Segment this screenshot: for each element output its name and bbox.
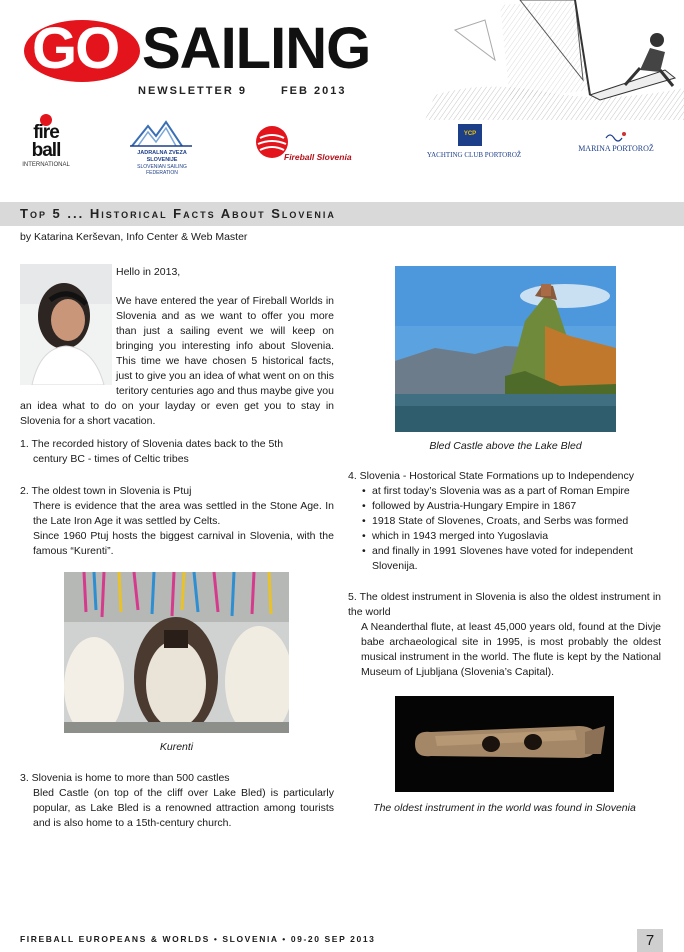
page-number: 7: [637, 929, 663, 952]
sailing-sketch-illustration: [425, 0, 684, 120]
fact-1-continuation: century BC - times of Celtic tribes: [33, 453, 189, 465]
ycp-flag-icon: [458, 124, 482, 146]
ycp-logo: [422, 124, 526, 164]
flute-caption: The oldest instrument in the world was found in Slovenia: [373, 802, 636, 814]
intro-text: We have entered the year of Fireball Worlds in Slovenia and as we want to offer you more than just a sailing event we will keep on bringing you interesting info about Slovenia. This time we have chosen 5 historical facts, just to give you an idea of what went on on this teritory centuries ago and thus maybe give you an idea what to do on your layday or even get you to stay in Slovenia for a short vacation.: [20, 295, 334, 427]
gosailing-logo: [24, 18, 384, 84]
fireball-slovenia-logo: [254, 124, 372, 164]
bled-caption: Bled Castle above the Lake Bled: [429, 440, 582, 452]
logo-go-text: GO: [32, 16, 119, 81]
kurenti-caption: Kurenti: [159, 741, 194, 753]
fireball-word: fire ball: [31, 122, 61, 161]
jzs-logo: [126, 120, 198, 176]
fact-4-bullet: • followed by Austria-Hungary Empire in 1867: [362, 499, 664, 514]
neanderthal-flute-photo: [395, 696, 614, 792]
fact-3: [20, 771, 334, 831]
jzs-sub: SLOVENIAN SAILING FEDERATION: [137, 164, 187, 176]
greeting: Hello in 2013,: [116, 266, 181, 278]
article-title: Top 5 ... Historical Facts About Slovenia: [20, 206, 336, 221]
fact-1: [20, 437, 334, 467]
fact-5-heading: 5. The oldest instrument in Slovenia is also the oldest instrument in the world: [348, 591, 661, 618]
fact-5: [348, 590, 661, 680]
marina-portoroz-logo: [566, 130, 666, 164]
ycp-name: YACHTING CLUB PORTOROŽ: [426, 151, 522, 159]
article-title-bar: [0, 202, 684, 226]
kurenti-photo: [64, 572, 289, 733]
article-byline: by Katarina Kerševan, Info Center & Web Master: [20, 231, 248, 243]
fact-2: [20, 484, 334, 559]
logo-sailing-text: SAILING: [142, 16, 371, 81]
marina-name: MARINA PORTOROŽ: [578, 144, 654, 153]
fact-4-bullet: • which in 1943 merged into Yugoslavia: [362, 529, 664, 544]
fact-4: [348, 469, 664, 574]
fact-4-bullet: • 1918 State of Slovenes, Croats, and Serbs was formed: [362, 514, 664, 529]
marina-wave-icon: [604, 130, 628, 142]
fact-2-paragraph-2: Since 1960 Ptuj hosts the biggest carnival in Slovenia, with the famous “Kurenti”.: [33, 530, 334, 557]
fact-3-heading: 3. Slovenia is home to more than 500 castles: [20, 772, 230, 784]
intro-photo-spacer: [20, 294, 116, 386]
jzs-name: JADRALNA ZVEZA SLOVENIJE: [137, 150, 187, 163]
fireball-international-logo: [18, 114, 74, 172]
fact-4-bullet-list: [348, 484, 664, 574]
fact-1-heading: 1. The recorded history of Slovenia dates back to the 5th: [20, 438, 284, 450]
bled-castle-photo: [395, 266, 616, 432]
ycp-badge-text: YCP: [463, 131, 477, 137]
fact-4-bullet: • at first today’s Slovenia was as a part of Roman Empire: [362, 484, 664, 499]
fireball-slovenia-text: Fireball Slovenia: [284, 152, 352, 162]
fact-2-heading: 2. The oldest town in Slovenia is Ptuj: [20, 485, 192, 497]
fireball-sub: INTERNATIONAL: [22, 162, 70, 168]
newsletter-issue-line: [138, 84, 380, 98]
mountain-icon: [126, 120, 198, 148]
newsletter-date: FEB 2013: [280, 85, 347, 97]
fact-5-paragraph: A Neanderthal flute, at least 45,000 years old, found at the Divje babe archaeological site in 1995, is most probably the oldest musical instrument in the world. The flute is kept by the National Museum of Ljubljana (Slovenia’s Capital).: [361, 621, 661, 678]
fact-4-bullet: • and finally in 1991 Slovenes have voted for independent Slovenija.: [362, 544, 664, 574]
intro-paragraph: [20, 294, 334, 429]
footer-text: FIREBALL EUROPEANS & WORLDS • SLOVENIA • 09-20 SEP 2013: [20, 934, 376, 944]
fact-4-heading: 4. Slovenia - Hostorical State Formations up to Independency: [348, 470, 634, 482]
fact-2-paragraph-1: There is evidence that the area was settled in the Stone Age. In the Late Iron Age it was settled by Celts.: [33, 500, 334, 527]
newsletter-number: NEWSLETTER 9: [138, 85, 247, 97]
fact-3-paragraph: Bled Castle (on top of the cliff over Lake Bled) is particularly popular, as Lake Bled is a renowned attraction among tourists and is also home to a 15th-century church.: [33, 787, 334, 829]
